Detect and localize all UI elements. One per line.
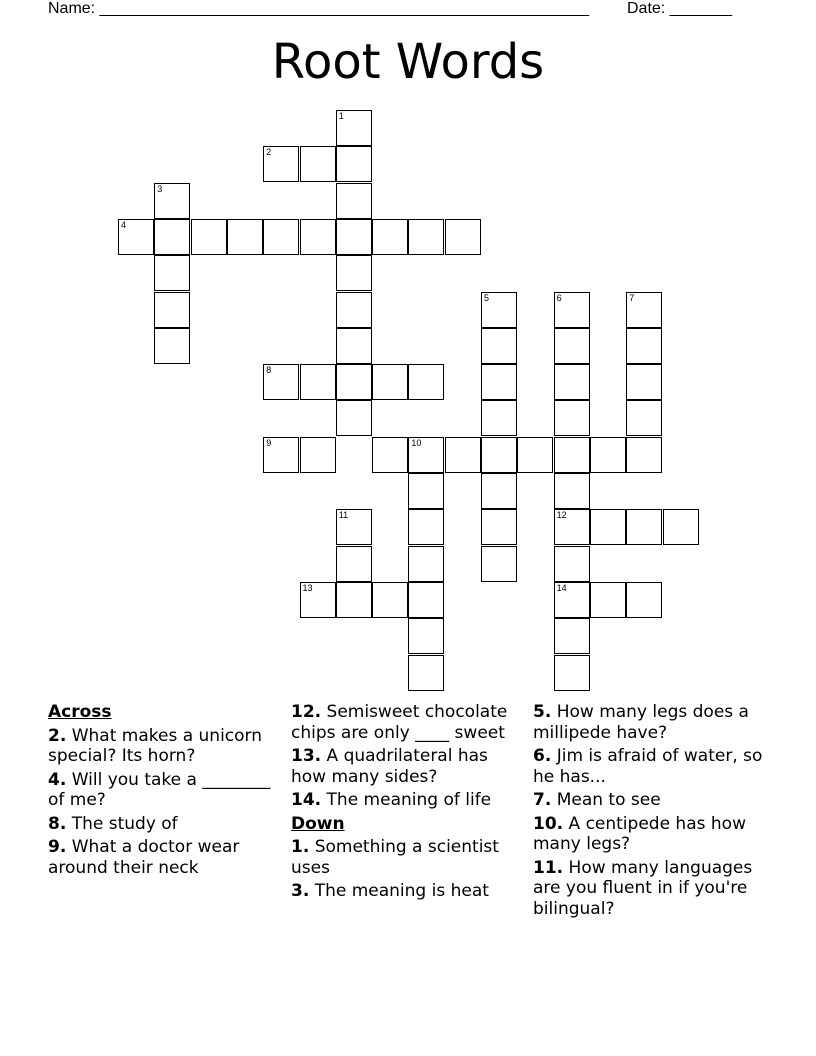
grid-cell[interactable] [445,437,481,473]
grid-cell[interactable] [408,618,444,654]
clue-across-8: 8. The study of [48,813,178,834]
grid-cell[interactable] [626,328,662,364]
grid-cell[interactable] [663,509,699,545]
grid-cell[interactable] [626,292,662,328]
grid-cell[interactable] [336,546,372,582]
clue-down-10: 10. A centipede has how many legs? [533,813,746,854]
grid-cell[interactable] [263,437,299,473]
clue-down-6: 6. Jim is afraid of water, so he has... [533,746,763,787]
grid-cell[interactable] [626,437,662,473]
grid-cell[interactable] [227,219,263,255]
grid-cell[interactable] [408,219,444,255]
grid-cell[interactable] [517,437,553,473]
clue-down-11: 11. How many languages are you fluent in if you're bilingual? [533,857,753,919]
grid-cell[interactable] [300,219,336,255]
clue-number-label: 13 [302,582,313,593]
grid-cell[interactable] [336,328,372,364]
grid-cell[interactable] [408,473,444,509]
grid-cell[interactable] [372,582,408,618]
grid-cell[interactable] [626,582,662,618]
clue-number-label: 3 [157,183,163,194]
clue-column-2 [291,702,523,905]
grid-cell[interactable] [118,219,154,255]
grid-cell[interactable] [154,292,190,328]
grid-cell[interactable] [336,183,372,219]
grid-cell[interactable] [300,364,336,400]
clue-across-4: 4. Will you take a ________ of me? [48,769,271,810]
grid-cell[interactable] [336,219,372,255]
clue-number-label: 10 [411,437,422,448]
grid-cell[interactable] [445,219,481,255]
grid-cell[interactable] [372,437,408,473]
grid-cell[interactable] [336,509,372,545]
clue-across-13: 13. A quadrilateral has how many sides? [291,746,488,787]
grid-cell[interactable] [336,146,372,182]
grid-cell[interactable] [554,364,590,400]
grid-cell[interactable] [554,400,590,436]
grid-cell[interactable] [481,437,517,473]
grid-cell[interactable] [554,546,590,582]
clue-across-9: 9. What a doctor wear around their neck [48,837,240,878]
clue-number-label: 9 [266,437,272,448]
grid-cell[interactable] [263,146,299,182]
grid-cell[interactable] [590,437,626,473]
grid-cell[interactable] [590,582,626,618]
grid-cell[interactable] [481,473,517,509]
grid-cell[interactable] [263,364,299,400]
grid-cell[interactable] [408,655,444,691]
clue-number-label: 8 [266,365,272,376]
grid-cell[interactable] [481,328,517,364]
grid-cell[interactable] [554,437,590,473]
clue-across-14: 14. The meaning of life [291,790,492,810]
clue-number-label: 5 [484,292,490,303]
grid-cell[interactable] [554,618,590,654]
grid-cell[interactable] [300,437,336,473]
grid-cell[interactable] [336,364,372,400]
grid-cell[interactable] [336,255,372,291]
grid-cell[interactable] [554,328,590,364]
grid-cell[interactable] [554,655,590,691]
grid-cell[interactable] [626,364,662,400]
clue-down-3: 3. The meaning is heat [291,881,489,901]
grid-cell[interactable] [154,219,190,255]
clue-number-label: 12 [556,510,567,521]
grid-cell[interactable] [626,509,662,545]
grid-cell[interactable] [408,582,444,618]
clue-down-7: 7. Mean to see [533,790,661,810]
clue-number-label: 6 [556,292,562,303]
clue-column-1 [48,702,288,881]
grid-cell[interactable] [554,582,590,618]
grid-cell[interactable] [372,364,408,400]
clue-number-label: 7 [629,292,635,303]
grid-cell[interactable] [408,437,444,473]
grid-cell[interactable] [336,582,372,618]
clue-number-label: 11 [338,510,349,521]
grid-cell[interactable] [154,255,190,291]
grid-cell[interactable] [408,364,444,400]
grid-cell[interactable] [554,473,590,509]
grid-cell[interactable] [336,292,372,328]
grid-cell[interactable] [372,219,408,255]
grid-cell[interactable] [300,582,336,618]
clue-number-label: 1 [338,111,344,121]
grid-cell[interactable] [481,509,517,545]
grid-cell[interactable] [191,219,227,255]
date-field-label: Date: _______ [627,0,732,17]
down-heading: Down [291,813,345,834]
grid-cell[interactable] [263,219,299,255]
clue-across-2: 2. What makes a unicorn special? Its horn? [48,725,263,766]
grid-cell[interactable] [626,400,662,436]
clue-number-label: 4 [121,219,127,230]
grid-cell[interactable] [300,146,336,182]
clue-column-3 [533,702,773,922]
name-field-label: Name: _______________________________________________________ [48,0,589,17]
grid-cell[interactable] [154,183,190,219]
clue-across-12: 12. Semisweet chocolate chips are only ____ sweet [291,702,508,743]
grid-cell[interactable] [481,364,517,400]
grid-cell[interactable] [408,509,444,545]
grid-cell[interactable] [481,292,517,328]
across-heading: Across [48,702,112,722]
clue-down-5: 5. How many legs does a millipede have? [533,702,749,743]
grid-cell[interactable] [554,292,590,328]
clue-number-label: 14 [556,582,567,593]
grid-cell[interactable] [154,328,190,364]
grid-cell[interactable] [481,400,517,436]
grid-cell[interactable] [481,546,517,582]
page-title: Root Words [271,34,545,90]
grid-cell[interactable] [554,509,590,545]
grid-cell[interactable] [408,546,444,582]
clue-number-label: 2 [266,147,272,158]
grid-cell[interactable] [336,400,372,436]
grid-cell[interactable] [336,110,372,146]
clue-down-1: 1. Something a scientist uses [291,837,499,878]
grid-cell[interactable] [590,509,626,545]
